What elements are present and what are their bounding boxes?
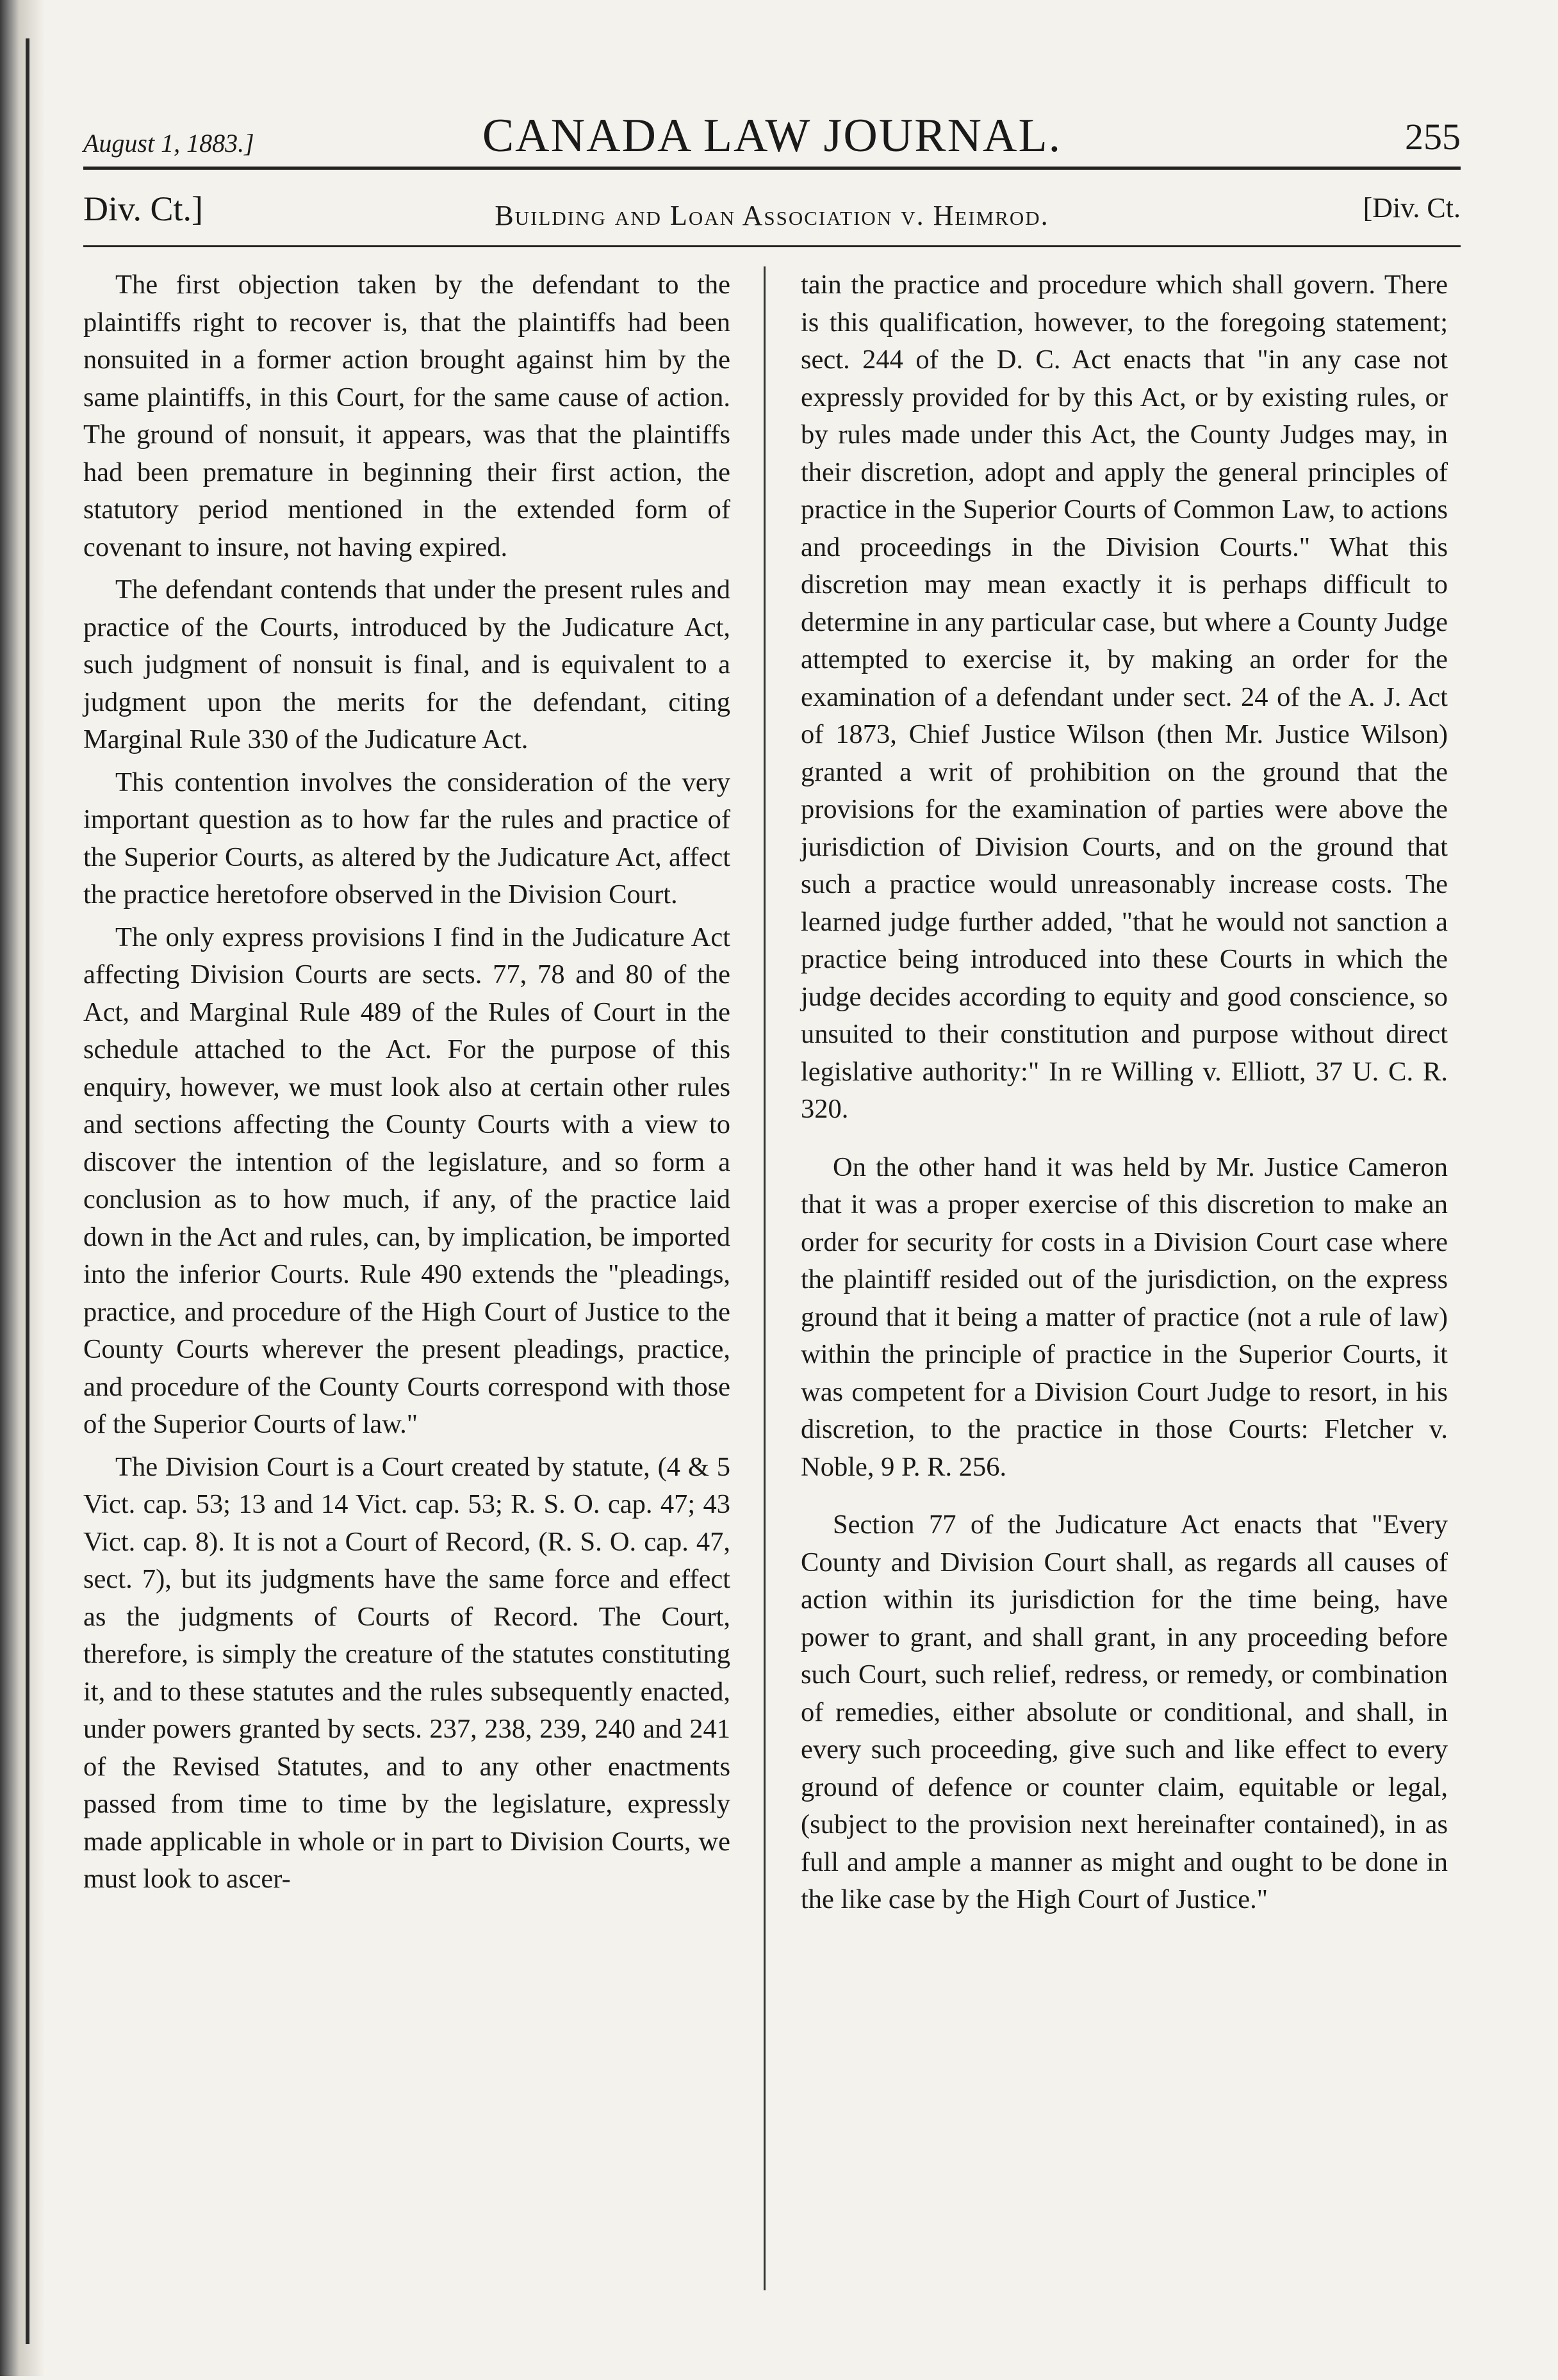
column-divider	[764, 266, 766, 2290]
case-header	[83, 170, 1461, 247]
court-tag-left: Div. Ct.]	[83, 190, 203, 228]
text-columns	[83, 266, 1461, 2380]
journal-title: CANADA LAW JOURNAL.	[482, 110, 1062, 162]
running-header	[83, 96, 1461, 170]
paragraph: On the other hand it was held by Mr. Justice Cameron that it was a proper exercise of this discretion to make an order for security for costs in a Division Court case where the plaintiff resided out of the jurisdiction, on the express ground that it being a matter of practice (not a rule of law) within the principle of practice in the Superior Courts, it was competent for a Division Court Judge to resort, in his discretion, to the practice in those Courts: Fletcher v. Noble, 9 P. R. 256.	[801, 1152, 1448, 1482]
paragraph: The Division Court is a Court created by statute, (4 & 5 Vict. cap. 53; 13 and 14 Vict. cap. 53; R. S. O. cap. 47; 43 Vict. cap. 8). It is not a Court of Record, (R. S. O. cap. 47, sect. 7), but its judgments have the same force and effect as the judgments of Courts of Record. The Court, therefore, is simply the creature of the statutes constituting it, and to these statutes and the rules subsequently enacted, under powers granted by sects. 237, 238, 239, 240 and 241 of the Revised Statutes, and to any other enactments passed from time to time by the legislature, expressly made applicable in whole or in part to Division Courts, we must look to ascer-	[83, 1451, 730, 1894]
paragraph: The defendant contends that under the present rules and practice of the Courts, introduced by the Judicature Act, such judgment of nonsuit is final, and is equivalent to a judgment upon the merits for the defendant, citing Marginal Rule 330 of the Judicature Act.	[83, 575, 730, 754]
issue-date: August 1, 1883.]	[83, 129, 254, 158]
case-title: Building and Loan Association v. Heimrod.	[495, 200, 1049, 231]
left-column	[83, 266, 730, 1903]
page-binding-shadow	[0, 0, 45, 2376]
paragraph: tain the practice and procedure which shall govern. There is this qualification, however, to the foregoing statement; sect. 244 of the D. C. Act enacts that "in any case not expressly provided for by this Act, or by existing rules, or by rules made under this Act, the County Judges may, in their discretion, adopt and apply the general principles of practice in the Superior Courts of Common Law, to actions and proceedings in the Division Courts." What this discretion may mean exactly it is perhaps difficult to determine in any particular case, but where a County Judge attempted to exercise it, by making an order for the examination of a defendant under sect. 24 of the A. J. Act of 1873, Chief Justice Wilson (then Mr. Justice Wilson) granted a writ of prohibition on the ground that the provisions for the examination of parties were above the jurisdiction of Division Courts, and on the ground that such a practice would unreasonably increase costs. The learned judge further added, "that he would not sanction a practice being introduced into these Courts in which the judge decides according to equity and good conscience, so unsuited to their constitution and purpose without direct legislative authority:" In re Willing v. Elliott, 37 U. C. R. 320.	[801, 270, 1448, 1124]
paragraph: The first objection taken by the defendant to the plaintiffs right to recover is, that the plaintiffs had been nonsuited in a former action brought against him by the same plaintiffs, in this Court, for the same cause of action. The ground of nonsuit, it appears, was that the plaintiffs had been premature in beginning their first action, the statutory period mentioned in the extended form of covenant to insure, not having expired.	[83, 270, 730, 562]
binding-edge-line	[26, 38, 29, 2344]
right-column	[801, 266, 1448, 1924]
paragraph: The only express provisions I find in the Judicature Act affecting Division Courts are sects. 77, 78 and 80 of the Act, and Marginal Rule 489 of the Rules of Court in the schedule attached to the Act. For the purpose of this enquiry, however, we must look also at certain other rules and sections affecting the County Courts with a view to discover the intention of the legislature, and so form a conclusion as to how much, if any, of the practice laid down in the Act and rules, can, by implication, be imported into the inferior Courts. Rule 490 extends the "pleadings, practice, and procedure of the High Court of Justice to the County Courts wherever the present pleadings, practice, and procedure of the County Courts correspond with those of the Superior Courts of law."	[83, 922, 730, 1439]
paragraph: This contention involves the consideration of the very important question as to how far the rules and practice of the Superior Courts, as altered by the Judicature Act, affect the practice heretofore observed in the Division Court.	[83, 767, 730, 909]
journal-page	[83, 96, 1461, 2380]
court-tag-right: [Div. Ct.	[1363, 192, 1461, 224]
paragraph: Section 77 of the Judicature Act enacts that "Every County and Division Court shall, as regards all causes of action within its jurisdiction for the time being, have power to grant, and shall grant, in any proceeding before such Court, such relief, redress, or remedy, or combination of remedies, either absolute or conditional, and shall, in every such proceeding, give such and like effect to every ground of defence or counter claim, equitable or legal, (subject to the provision next hereinafter contained), in as full and ample a manner as might and ought to be done in the like case by the High Court of Justice."	[801, 1510, 1448, 1914]
page-number: 255	[1405, 116, 1461, 158]
